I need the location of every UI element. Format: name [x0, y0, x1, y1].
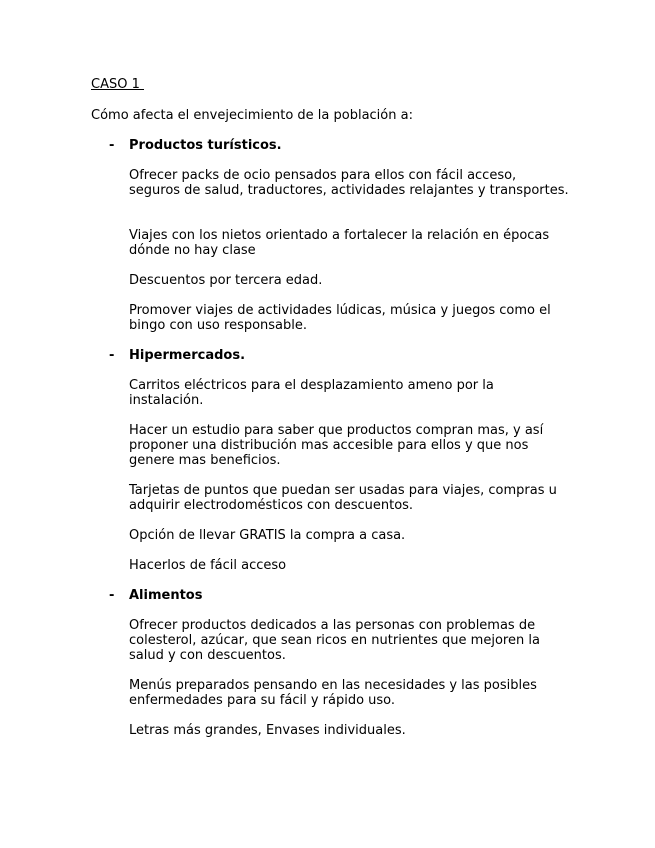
paragraph: Menús preparados pensando en las necesidades y las posibles enfermedades para su fácil y rápido uso. — [129, 678, 537, 708]
paragraph: Ofrecer packs de ocio pensados para ellos con fácil acceso, seguros de salud, traductores, actividades relajantes y transportes. — [129, 168, 569, 198]
section-heading-label: Productos turísticos. — [129, 138, 282, 153]
paragraph: Letras más grandes, Envases individuales. — [129, 723, 406, 738]
section-heading-label: Hipermercados. — [129, 348, 246, 363]
paragraph: Opción de llevar GRATIS la compra a casa. — [129, 528, 406, 543]
case-title: CASO 1 — [91, 77, 144, 92]
section-heading-hipermercados — [109, 348, 245, 363]
paragraph: Ofrecer productos dedicados a las personas con problemas de colesterol, azúcar, que sean ricos en nutrientes que mejoren la salud y con descuentos. — [129, 618, 540, 663]
section-heading-alimentos — [109, 588, 202, 603]
paragraph: Descuentos por tercera edad. — [129, 273, 323, 288]
paragraph: Hacer un estudio para saber que productos compran mas, y así proponer una distribución mas accesible para ellos y que nos genere mas beneficios. — [129, 423, 544, 468]
intro-text: Cómo afecta el envejecimiento de la población a: — [91, 108, 413, 123]
bullet-dash: - — [109, 138, 115, 153]
paragraph: Hacerlos de fácil acceso — [129, 558, 287, 573]
paragraph: Tarjetas de puntos que puedan ser usadas para viajes, compras u adquirir electrodomésticos con descuentos. — [129, 483, 557, 513]
paragraph: Carritos eléctricos para el desplazamiento ameno por la instalación. — [129, 378, 494, 408]
paragraph: Viajes con los nietos orientado a fortalecer la relación en épocas dónde no hay clase — [129, 228, 550, 258]
section-heading-productos — [109, 138, 282, 153]
bullet-dash: - — [109, 588, 115, 603]
paragraph: Promover viajes de actividades lúdicas, música y juegos como el bingo con uso responsable. — [129, 303, 551, 333]
section-heading-label: Alimentos — [129, 588, 203, 603]
bullet-dash: - — [109, 348, 115, 363]
